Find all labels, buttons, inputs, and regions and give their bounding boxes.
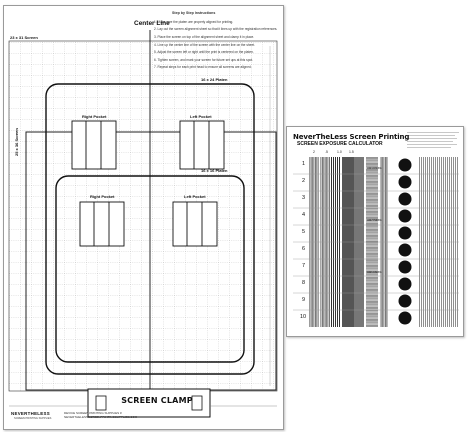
logo-badges bbox=[399, 159, 412, 325]
screen-clamp-label: SCREEN CLAMP bbox=[121, 396, 193, 405]
row-number: 6 bbox=[302, 246, 306, 252]
upper-left-pocket bbox=[180, 121, 224, 169]
screen-25x36-label: 25 x 36 Screen bbox=[14, 128, 19, 156]
instruction-line: 4. Line up the center line of the screen with the center line on the sheet. bbox=[154, 42, 256, 47]
footer-line: DEVICE SCREEN PRINTING SUPPLIES # bbox=[64, 411, 122, 415]
upper-right-pocket-label: Right Pocket bbox=[82, 114, 107, 119]
calculator-title: SCREEN EXPOSURE CALCULATOR bbox=[297, 141, 383, 147]
row-number: 4 bbox=[302, 212, 306, 218]
center-line-label: Center Line bbox=[134, 20, 170, 27]
column-header: 1.0 bbox=[337, 150, 342, 154]
upper-right-pocket bbox=[72, 121, 116, 169]
lower-right-pocket bbox=[80, 202, 124, 246]
row-number: 2 bbox=[302, 178, 306, 184]
column-header: 2 bbox=[313, 150, 315, 154]
screen-23x31-outline bbox=[9, 41, 277, 391]
screen-23x31-label: 23 x 31 Screen bbox=[10, 35, 38, 40]
row-number: 1 bbox=[302, 161, 306, 167]
platen-16x24-label: 16 x 24 Platen bbox=[201, 77, 228, 82]
row-number: 7 bbox=[302, 263, 306, 269]
sample-text: ABCDEFG bbox=[367, 218, 382, 222]
instructions-text bbox=[154, 17, 279, 74]
column-header: 1.5 bbox=[349, 150, 354, 154]
instructions-title: Step by Step Instructions bbox=[172, 11, 216, 15]
footer-text bbox=[64, 412, 137, 419]
instruction-line: 2. Lay out the screen alignment sheet so that it lines up with the registration references. bbox=[154, 27, 278, 32]
instruction-line: 5. Adjust the screen left or right until the print is centered on the platen. bbox=[154, 50, 254, 55]
row-number: 5 bbox=[302, 229, 306, 235]
sample-text: ABCDEFG bbox=[367, 166, 382, 170]
instruction-line: 3. Place the screen on top of the alignment sheet and clamp it in place. bbox=[154, 34, 255, 39]
row-number: 10 bbox=[300, 314, 307, 320]
upper-left-pocket-label: Left Pocket bbox=[190, 114, 212, 119]
brand-logo-subtext: SCREEN PRINTING SUPPLIES bbox=[14, 417, 52, 420]
lower-left-pocket-label: Left Pocket bbox=[184, 194, 206, 199]
row-number: 9 bbox=[302, 297, 306, 303]
brand-logo: NEVERTHELESS bbox=[11, 411, 50, 416]
column-header: .5 bbox=[325, 150, 328, 154]
platen-16x16-label: 16 x 16 Platen bbox=[201, 168, 228, 173]
alignment-sheet bbox=[3, 5, 284, 430]
instruction-line: 6. Tighten screen, and mark your screen for future set ups at this spot. bbox=[154, 57, 254, 62]
calculator-brand: NeverTheLess Screen Printing bbox=[293, 133, 410, 141]
exposure-calculator-drawing bbox=[287, 127, 463, 336]
row-number: 3 bbox=[302, 195, 306, 201]
instruction-line: 1. Make sure the platen are properly aligned for printing. bbox=[154, 19, 234, 24]
exposure-calculator-sheet bbox=[286, 126, 464, 337]
lower-left-pocket bbox=[173, 202, 217, 246]
instruction-line: 7. Repeat steps for each print head to ensure all screens are aligned. bbox=[154, 65, 252, 70]
lower-right-pocket-label: Right Pocket bbox=[90, 194, 115, 199]
footer-line: NEVERTHELESSSCREENPRINTINGSUPPLIES.COM bbox=[64, 414, 138, 419]
sample-text: ABCDEFG bbox=[367, 270, 382, 274]
row-number: 8 bbox=[302, 280, 306, 286]
